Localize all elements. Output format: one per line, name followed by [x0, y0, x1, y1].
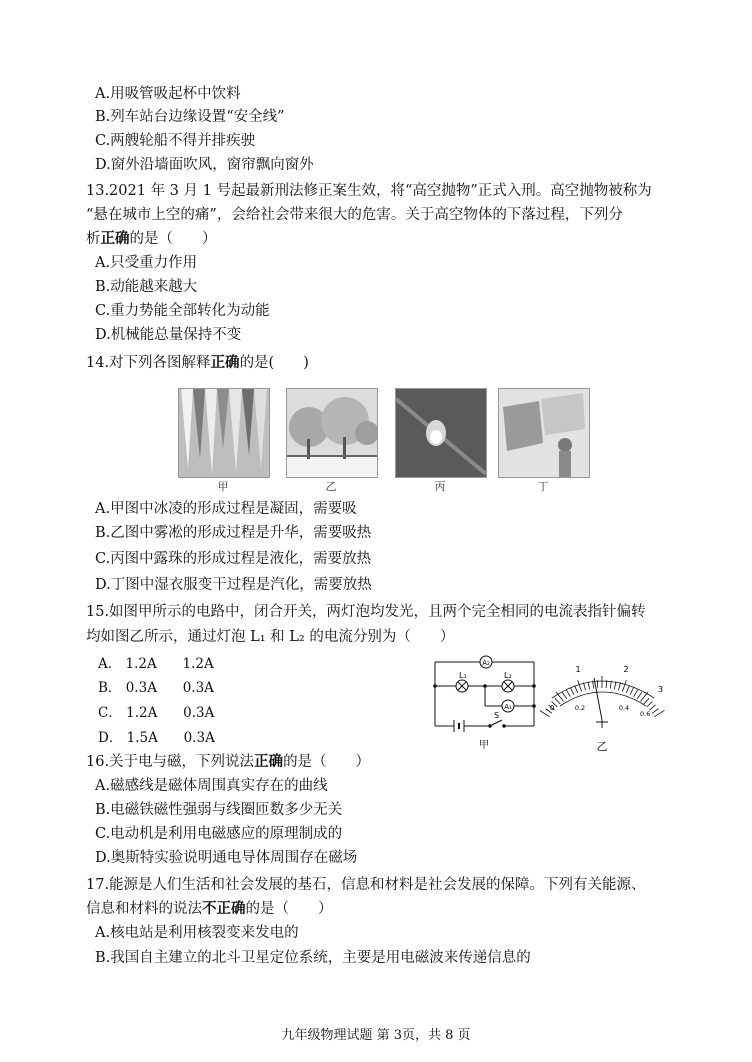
q16-option-a: A.磁感线是磁体周围真实存在的曲线 [95, 778, 328, 794]
q14-stem-post: 的是( ) [239, 355, 309, 371]
dial-tick [644, 698, 649, 704]
dial-tick [555, 698, 560, 704]
dial-tick [647, 701, 653, 707]
dial-tick [618, 683, 620, 691]
q14-option-b: B.乙图中雾凇的形成过程是升华，需要吸热 [95, 525, 372, 541]
l2-label: L₂ [504, 671, 512, 680]
dial-tick [597, 680, 598, 688]
q13-stem-line3 [86, 229, 217, 249]
q17-keyword: 不正确 [202, 900, 246, 917]
q17-stem-line2 [86, 899, 333, 919]
q16-option-c: C.电动机是利用电磁感应的原理制成的 [95, 826, 343, 842]
q15-option-b: B． 0.3A 0.3A [98, 680, 214, 696]
dial-tick [606, 680, 607, 688]
dial-caption: 乙 [596, 740, 608, 753]
q17-stem-post: 的是（ ） [245, 901, 333, 917]
dial-tick [566, 690, 570, 697]
dial-tick [562, 692, 567, 699]
caption-bing: 丙 [434, 480, 446, 493]
dial-tick [622, 680, 626, 691]
dial-tick [583, 683, 585, 691]
q13-stem-pre: 析 [86, 231, 101, 247]
switch-label: S [494, 711, 500, 720]
dial-tick [540, 710, 550, 716]
q16-keyword: 正确 [254, 753, 284, 770]
dial-label-0: 0 [550, 704, 555, 712]
q14-keyword: 正确 [210, 354, 240, 371]
q14-option-d: D.丁图中湿衣服变干过程是汽化，需要放热 [95, 577, 372, 593]
q15-stem-line1: 15.如图甲所示的电路中，闭合开关，两灯泡均发光，且两个完全相同的电流表指针偏转 [86, 604, 646, 620]
q16-option-b: B.电磁铁磁性强弱与线圈匝数多少无关 [95, 802, 343, 818]
q12-option-d: D.窗外沿墙面吹风，窗帘飘向窗外 [95, 157, 314, 173]
q16-stem [86, 752, 370, 772]
ammeter-dial [540, 660, 665, 760]
q13-option-c: C.重力势能全部转化为动能 [95, 303, 270, 319]
q15-option-d: D． 1.5A 0.3A [98, 730, 215, 746]
dial-label-1: 1 [575, 665, 581, 674]
dial-label-2: 2 [623, 665, 629, 674]
q13-option-d: D.机械能总量保持不变 [95, 327, 242, 343]
dial-tick [634, 690, 638, 697]
dial-tick [575, 686, 578, 693]
q14-option-c: C.丙图中露珠的形成过程是液化，需要放热 [95, 551, 372, 567]
dial-tick [641, 692, 648, 701]
dial-label-3: 3 [658, 685, 664, 694]
dial-tick [649, 705, 655, 710]
photo-icicles [178, 388, 270, 478]
q12-option-b: B.列车站台边缘设置“安全线” [95, 109, 285, 125]
caption-jia: 甲 [217, 480, 229, 493]
q17-stem-line1: 17.能源是人们生活和社会发展的基石，信息和材料是社会发展的保障。下列有关能源、 [86, 877, 646, 893]
circuit-caption: 甲 [479, 740, 489, 751]
photo-drying-clothes [498, 388, 590, 478]
a2-label: A₂ [482, 659, 490, 667]
q13-option-b: B.动能越来越大 [95, 279, 198, 295]
q14-stem-pre: 14.对下列各图解释 [86, 355, 211, 371]
q12-option-a: A.用吸管吸起杯中饮料 [95, 86, 241, 102]
dial-tick [614, 681, 616, 689]
dial-tick [578, 680, 582, 691]
q13-stem-post: 的是（ ） [129, 231, 217, 247]
dial-tick [630, 688, 634, 695]
dial-tick [637, 692, 642, 699]
q16-option-d: D.奥斯特实验说明通电导体周围存在磁场 [95, 850, 358, 866]
dial-tick [654, 710, 664, 716]
q13-stem-line2: “悬在城市上空的痛”，会给社会带来很大的危害。关于高空物体的下落过程，下列分 [86, 207, 623, 223]
photo-rime-trees [286, 388, 378, 478]
circuit-diagram [430, 652, 540, 752]
q14-option-a: A.甲图中冰凌的形成过程是凝固，需要吸 [95, 501, 357, 517]
page-footer: 九年级物理试题 第 3页，共 8 页 [281, 1028, 471, 1043]
dial-tick [626, 686, 629, 693]
q13-option-a: A.只受重力作用 [95, 255, 198, 271]
q14-stem [86, 353, 309, 373]
q13-keyword: 正确 [100, 230, 130, 247]
caption-yi: 乙 [325, 480, 337, 493]
dial-tick [570, 688, 574, 695]
l1-label: L₁ [459, 671, 467, 680]
q17-option-b: B.我国自主建立的北斗卫星定位系统，主要是用电磁波来传递信息的 [95, 950, 531, 966]
q13-stem-line1: 13.2021 年 3 月 1 号起最新刑法修正案生效，将“高空抛物”正式入刑。高空抛物被称为 [86, 183, 652, 199]
caption-ding: 丁 [537, 480, 549, 493]
dial-tick [652, 709, 658, 714]
dial-label-0-2: 0.2 [574, 704, 586, 712]
q12-option-c: C.两艘轮船不得并排疾驶 [95, 133, 256, 149]
dial-label-0-6: 0.6 [640, 710, 651, 718]
q16-stem-post: 的是（ ） [283, 754, 371, 770]
q15-stem-line2: 均如图乙所示，通过灯泡 L₁ 和 L₂ 的电流分别为（ ） [86, 629, 455, 645]
q15-option-c: C． 1.2A 0.3A [98, 705, 215, 721]
dial-label-0-4: 0.4 [618, 704, 630, 712]
q15-option-a: A． 1.2A 1.2A [98, 656, 214, 672]
a1-label: A₁ [504, 703, 512, 711]
q17-option-a: A.核电站是利用核裂变来发电的 [95, 925, 299, 941]
q17-stem-pre: 信息和材料的说法 [86, 901, 202, 917]
q16-stem-pre: 16.关于电与磁，下列说法 [86, 754, 255, 770]
photo-dew-drop [395, 388, 487, 478]
